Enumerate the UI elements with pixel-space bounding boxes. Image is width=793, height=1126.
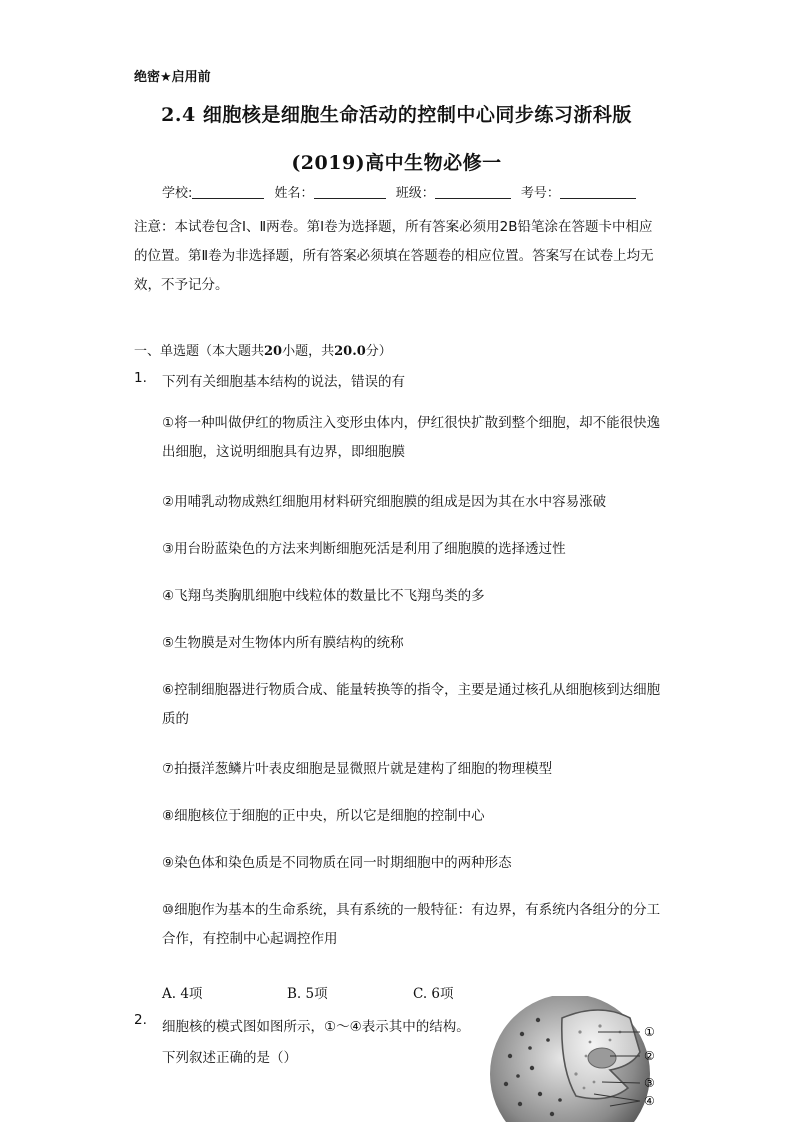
statement-4: ④飞翔鸟类胸肌细胞中线粒体的数量比不飞翔鸟类的多 bbox=[162, 588, 485, 604]
nucleus-diagram bbox=[490, 996, 793, 1122]
statement-7: ⑦拍摄洋葱鳞片叶表皮细胞是显微照片就是建构了细胞的物理模型 bbox=[162, 761, 553, 777]
school-label: 学校: bbox=[162, 186, 193, 201]
name-label: 姓名： bbox=[274, 186, 314, 201]
class-label: 班级： bbox=[395, 186, 435, 201]
school-blank[interactable] bbox=[192, 185, 264, 199]
statement-5: ⑤生物膜是对生物体内所有膜结构的统称 bbox=[162, 635, 404, 651]
label-3: ③ bbox=[644, 1076, 655, 1090]
statement-8: ⑧细胞核位于细胞的正中央，所以它是细胞的控制中心 bbox=[162, 808, 485, 824]
statement-3: ③用台盼蓝染色的方法来判断细胞死活是利用了细胞膜的选择透过性 bbox=[162, 541, 566, 557]
section-heading bbox=[134, 340, 392, 359]
secret-mark: 绝密★启用前 bbox=[134, 70, 211, 85]
label-4: ④ bbox=[644, 1094, 655, 1108]
statement-1: ①将一种叫做伊红的物质注入变形虫体内，伊红很快扩散到整个细胞，却不能很快逸出细胞，这说明细胞具有边界，即细胞膜 bbox=[162, 415, 661, 460]
question2-number: 2. bbox=[134, 1012, 147, 1028]
exam-no-label: 考号： bbox=[520, 186, 560, 201]
question1-text: 下列有关细胞基本结构的说法，错误的有 bbox=[162, 374, 405, 390]
statement-9: ⑨染色体和染色质是不同物质在同一时期细胞中的两种形态 bbox=[162, 855, 512, 871]
class-blank[interactable] bbox=[435, 185, 511, 199]
section-suffix: 分） bbox=[365, 344, 392, 359]
section-middle: 小题，共 bbox=[282, 344, 335, 359]
exam-notice: 注意：本试卷包含Ⅰ、Ⅱ两卷。第Ⅰ卷为选择题，所有答案必须用2B铅笔涂在答题卡中相应的位置。第Ⅱ卷为非选择题，所有答案必须填在答题卷的相应位置。答案写在试卷上均无效，不予记分。 bbox=[134, 219, 654, 293]
student-info-row bbox=[162, 182, 642, 201]
page-title-line1: 2.4 细胞核是细胞生命活动的控制中心同步练习浙科版 bbox=[161, 104, 632, 126]
option-a[interactable]: A. 4项 bbox=[162, 986, 203, 1002]
nucleolus bbox=[588, 1048, 616, 1068]
section-count: 20 bbox=[264, 344, 283, 359]
statement-6: ⑥控制细胞器进行物质合成、能量转换等的指令，主要是通过核孔从细胞核到达细胞质的 bbox=[162, 682, 661, 727]
option-b[interactable]: B. 5项 bbox=[287, 986, 328, 1002]
section-score: 20.0 bbox=[334, 344, 366, 359]
nucleus-diagram-svg bbox=[490, 996, 793, 1122]
statement-10: ⑩细胞作为基本的生命系统，具有系统的一般特征：有边界，有系统内各组分的分工合作，有控制中心起调控作用 bbox=[162, 902, 661, 947]
exam-no-blank[interactable] bbox=[560, 185, 636, 199]
label-2: ② bbox=[644, 1049, 655, 1063]
page-title-line2: (2019)高中生物必修一 bbox=[291, 152, 502, 174]
section-prefix: 一、单选题（本大题共 bbox=[134, 344, 265, 359]
name-blank[interactable] bbox=[314, 185, 386, 199]
question1-number: 1. bbox=[134, 370, 147, 386]
label-1: ① bbox=[644, 1025, 655, 1039]
question2-text: 细胞核的模式图如图所示，①～④表示其中的结构。下列叙述正确的是（） bbox=[162, 1019, 470, 1066]
statement-2: ②用哺乳动物成熟红细胞用材料研究细胞膜的组成是因为其在水中容易涨破 bbox=[162, 494, 607, 510]
option-c[interactable]: C. 6项 bbox=[413, 986, 454, 1002]
